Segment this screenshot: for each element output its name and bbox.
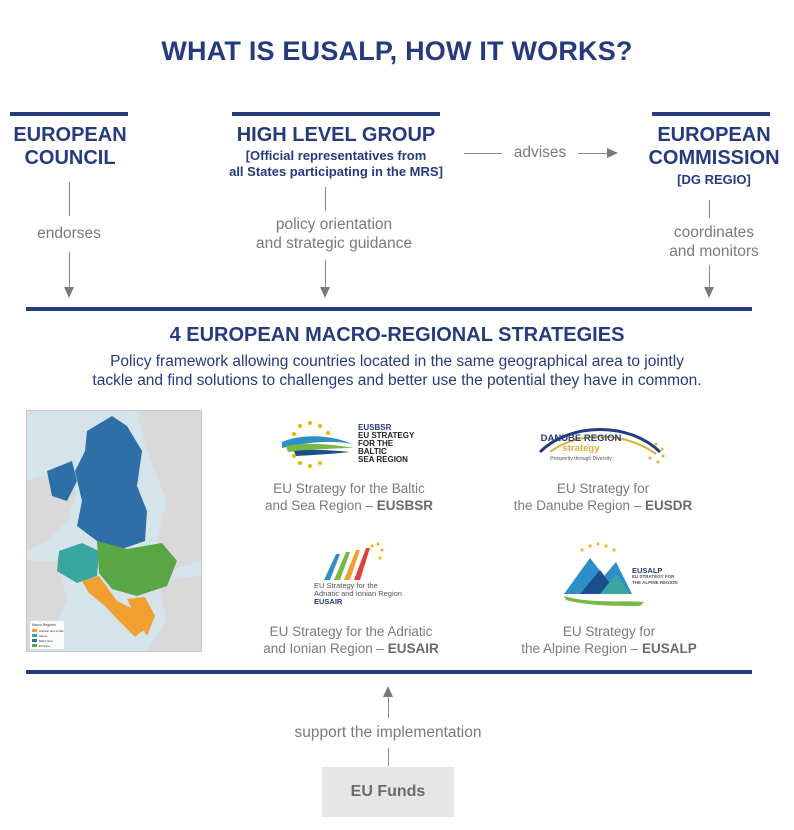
europe-map-image <box>27 411 201 651</box>
eusair-logo-acronym: EUSAIR <box>314 597 343 606</box>
eusalp-logo-text: THE ALPINE REGION <box>632 580 678 585</box>
strategy-eusbsr-line1: EU Strategy for the Baltic <box>273 481 425 496</box>
strategies-bottom-bar <box>26 670 752 674</box>
council-line2: COUNCIL <box>24 147 116 169</box>
european-commission-title <box>636 124 792 170</box>
map-legend-item: Alpine <box>39 634 48 638</box>
endorses-label: endorses <box>37 225 101 242</box>
support-label: support the implementation <box>294 724 482 741</box>
map-legend-title: Macro-Regions <box>32 623 56 627</box>
eusair-logo-icon <box>306 540 426 584</box>
commission-line-bottom <box>709 265 710 288</box>
eusbsr-logo-text: FOR THE BALTIC <box>358 439 394 456</box>
hlg-action2: and strategic guidance <box>256 235 412 252</box>
strategy-eusdr <box>490 480 716 514</box>
strategy-eusair-line1: EU Strategy for the Adriatic <box>269 624 433 639</box>
council-line-top <box>69 182 70 216</box>
eusalp-logo <box>560 540 680 610</box>
eusbsr-logo-text: SEA REGION <box>358 455 408 464</box>
commission-line-top <box>709 200 710 218</box>
macro-regions-map <box>26 410 202 652</box>
eusalp-logo-text: EU STRATEGY FOR <box>632 574 675 579</box>
commission-action1: coordinates <box>673 224 755 241</box>
eu-funds-box: EU Funds <box>322 767 454 817</box>
council-bar <box>10 112 128 116</box>
arrow-right-icon <box>607 148 618 158</box>
strategies-description <box>0 352 794 390</box>
map-legend-item: Baltic Sea <box>39 639 53 643</box>
hlg-action <box>216 215 452 253</box>
eusair-logo-text: EU Strategy for the <box>314 581 378 590</box>
arrow-down-icon <box>704 287 714 298</box>
hlg-line-bottom <box>325 260 326 288</box>
strategy-eusair-acronym: EUSAIR <box>387 641 439 656</box>
eusdr-logo-strategy: strategy <box>562 443 600 454</box>
eusbsr-logo-acronym: EUSBSR <box>358 423 392 432</box>
council-line-bottom <box>69 252 70 288</box>
advises-line-left <box>464 153 502 154</box>
eusair-logo <box>306 540 426 610</box>
eusbsr-logo <box>280 418 420 470</box>
support-line-top <box>388 696 389 718</box>
hlg-action1: policy orientation <box>275 216 393 233</box>
commission-line1: EUROPEAN <box>657 124 771 146</box>
eusair-logo-text: Adriatic and Ionian Region <box>314 589 402 598</box>
eusdr-logo <box>530 422 670 472</box>
arrow-down-icon <box>320 287 330 298</box>
council-line1: EUROPEAN <box>13 124 127 146</box>
commission-line2: COMMISSION <box>648 147 780 169</box>
commission-bar <box>652 112 770 116</box>
page-title: WHAT IS EUSALP, HOW IT WORKS? <box>161 36 633 66</box>
eusdr-logo-tagline: Prosperity through Diversity <box>550 456 612 462</box>
map-legend-item: Adriatic and Ionian <box>39 629 64 633</box>
strategy-eusalp-acronym: EUSALP <box>642 641 697 656</box>
arrow-down-icon <box>64 287 74 298</box>
eusdr-logo-title: DANUBE REGION <box>540 433 622 444</box>
commission-action2: and monitors <box>669 243 759 260</box>
strategies-desc2: tackle and find solutions to challenges and better use the potential they have in common. <box>92 372 702 389</box>
strategy-eusbsr <box>236 480 462 514</box>
strategies-top-bar <box>26 307 752 311</box>
hlg-bar <box>232 112 440 116</box>
hlg-sub1: [Official representatives from <box>245 148 427 163</box>
strategies-title: 4 EUROPEAN MACRO-REGIONAL STRATEGIES <box>169 324 625 346</box>
strategy-eusair-line2: and Ionian Region – <box>263 641 388 656</box>
strategy-eusbsr-line2: and Sea Region – <box>264 498 377 513</box>
european-council-title <box>4 124 136 170</box>
strategy-eusbsr-acronym: EUSBSR <box>376 498 434 513</box>
advises-label: advises <box>513 144 567 161</box>
strategy-eusalp-line2: the Alpine Region – <box>521 641 643 656</box>
commission-action <box>640 223 788 261</box>
eusbsr-logo-text: EU STRATEGY <box>358 431 415 440</box>
hlg-line-top <box>325 187 326 211</box>
strategies-desc1: Policy framework allowing countries located in the same geographical area to jointly <box>110 353 684 370</box>
strategy-eusdr-acronym: EUSDR <box>645 498 693 513</box>
high-level-group-title: HIGH LEVEL GROUP <box>236 124 436 146</box>
strategy-eusair <box>236 623 466 657</box>
hlg-sub2: all States participating in the MRS] <box>229 164 443 179</box>
map-legend-item: Danube <box>39 644 50 648</box>
eusalp-logo-acronym: EUSALP <box>632 566 663 575</box>
high-level-group-subtitle <box>204 148 468 180</box>
strategy-eusalp-line1: EU Strategy for <box>562 624 656 639</box>
support-line-bottom <box>388 748 389 766</box>
strategy-eusdr-line1: EU Strategy for <box>556 481 650 496</box>
commission-subtitle: [DG REGIO] <box>677 172 751 187</box>
strategy-eusdr-line2: the Danube Region – <box>513 498 646 513</box>
advises-line-right <box>578 153 608 154</box>
strategy-eusalp <box>496 623 722 657</box>
